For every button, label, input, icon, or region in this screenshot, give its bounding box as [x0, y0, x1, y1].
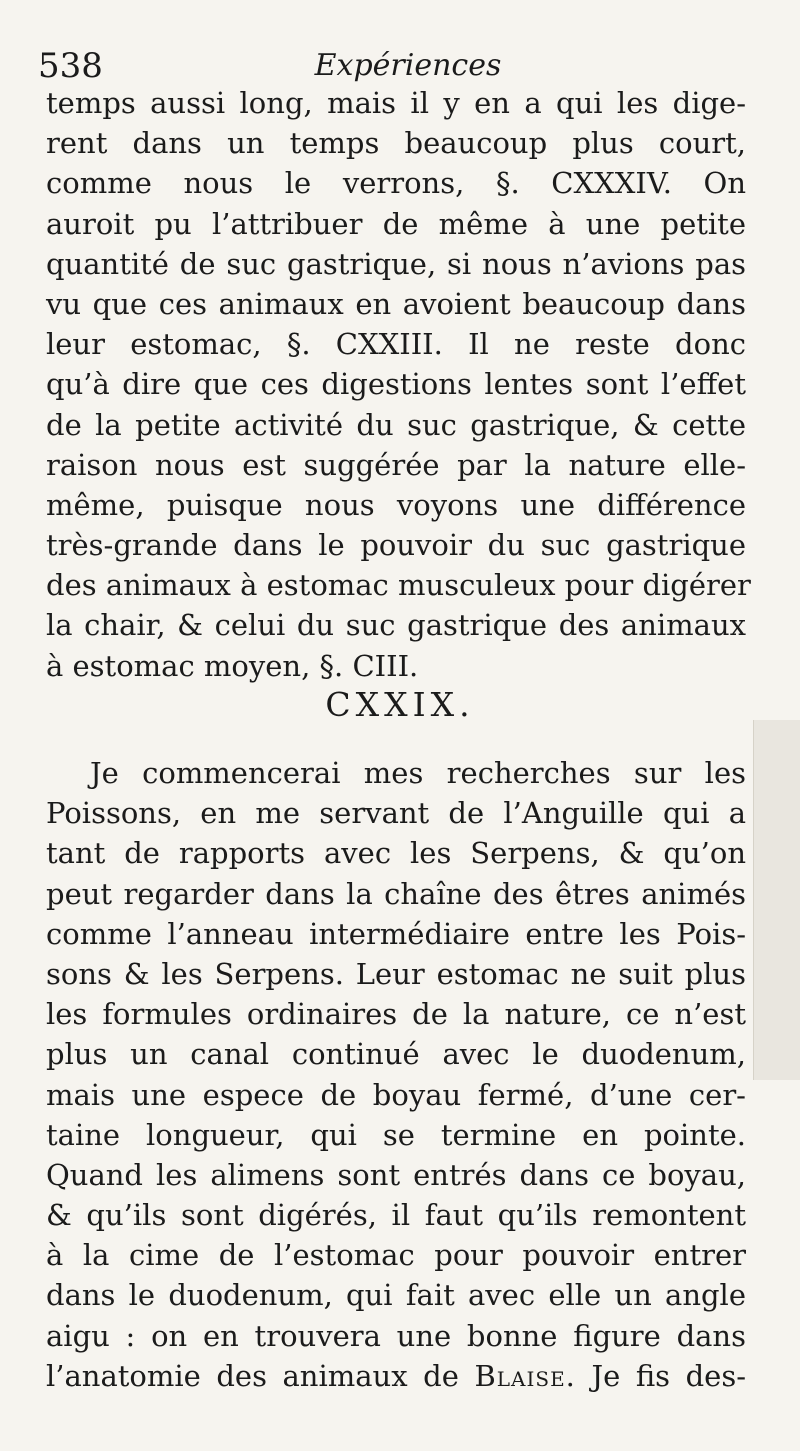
- text-line: Poissons, en me servant de l’Anguille qui a: [46, 796, 746, 831]
- text-line: très-grande dans le pouvoir du suc gastrique: [46, 528, 746, 563]
- text-line: à la cime de l’estomac pour pouvoir entrer: [46, 1238, 746, 1273]
- text-line: taine longueur, qui se termine en pointe.: [46, 1117, 746, 1152]
- text-line: dans le duodenum, qui fait avec elle un angle: [46, 1278, 746, 1313]
- text-line: leur estomac, §. CXXIII. Il ne reste donc: [46, 327, 746, 362]
- page-number: 538: [38, 46, 103, 86]
- text-line: vu que ces animaux en avoient beaucoup dans: [46, 286, 746, 321]
- text-line: à estomac moyen, §. CIII.: [46, 648, 419, 683]
- text-line: raison nous est suggérée par la nature elle-: [46, 447, 746, 482]
- running-head: Expériences: [314, 48, 502, 83]
- text-line: Quand les alimens sont entrés dans ce boyau,: [46, 1157, 746, 1192]
- text-line: aigu : on en trouvera une bonne figure dans: [46, 1318, 746, 1353]
- torn-page-edge: [753, 720, 800, 1080]
- text-line: comme l’anneau intermédiaire entre les Pois-: [46, 916, 746, 951]
- text-line: quantité de suc gastrique, si nous n’avions pas: [46, 246, 746, 281]
- text-fragment: l’anatomie des animaux de: [46, 1358, 475, 1393]
- text-line: même, puisque nous voyons une différence: [46, 487, 746, 522]
- text-line: rent dans un temps beaucoup plus court,: [46, 126, 746, 161]
- text-line: les formules ordinaires de la nature, ce n’est: [46, 997, 746, 1032]
- paragraph-cxxix: [46, 753, 746, 1396]
- text-line: comme nous le verrons, §. CXXXIV. On: [46, 166, 746, 201]
- text-line: peut regarder dans la chaîne des êtres animés: [46, 876, 746, 911]
- text-line: mais une espece de boyau fermé, d’une cer-: [46, 1077, 746, 1112]
- text-line: tant de rapports avec les Serpens, & qu’on: [46, 836, 746, 871]
- text-line: sons & les Serpens. Leur estomac ne suit plus: [46, 956, 746, 991]
- text-line: des animaux à estomac musculeux pour digérer: [46, 568, 751, 603]
- text-line: Je commencerai mes recherches sur les: [90, 756, 746, 790]
- text-line: auroit pu l’attribuer de même à une petite: [46, 206, 746, 241]
- text-line: temps aussi long, mais il y en a qui les dige-: [46, 86, 746, 120]
- section-heading: CXXIX.: [325, 685, 475, 724]
- text-line: plus un canal continué avec le duodenum,: [46, 1037, 746, 1072]
- paragraph-continuation: [46, 83, 751, 686]
- text-fragment: Je fis des-: [591, 1358, 747, 1393]
- text-line: de la petite activité du suc gastrique, & cette: [46, 407, 746, 442]
- text-line-last: [46, 1356, 746, 1396]
- author-name-small-caps: Blaise.: [474, 1358, 576, 1393]
- text-line: la chair, & celui du suc gastrique des animaux: [46, 608, 746, 643]
- text-line: qu’à dire que ces digestions lentes sont l’effet: [46, 367, 746, 402]
- text-line: & qu’ils sont digérés, il faut qu’ils remontent: [46, 1198, 746, 1233]
